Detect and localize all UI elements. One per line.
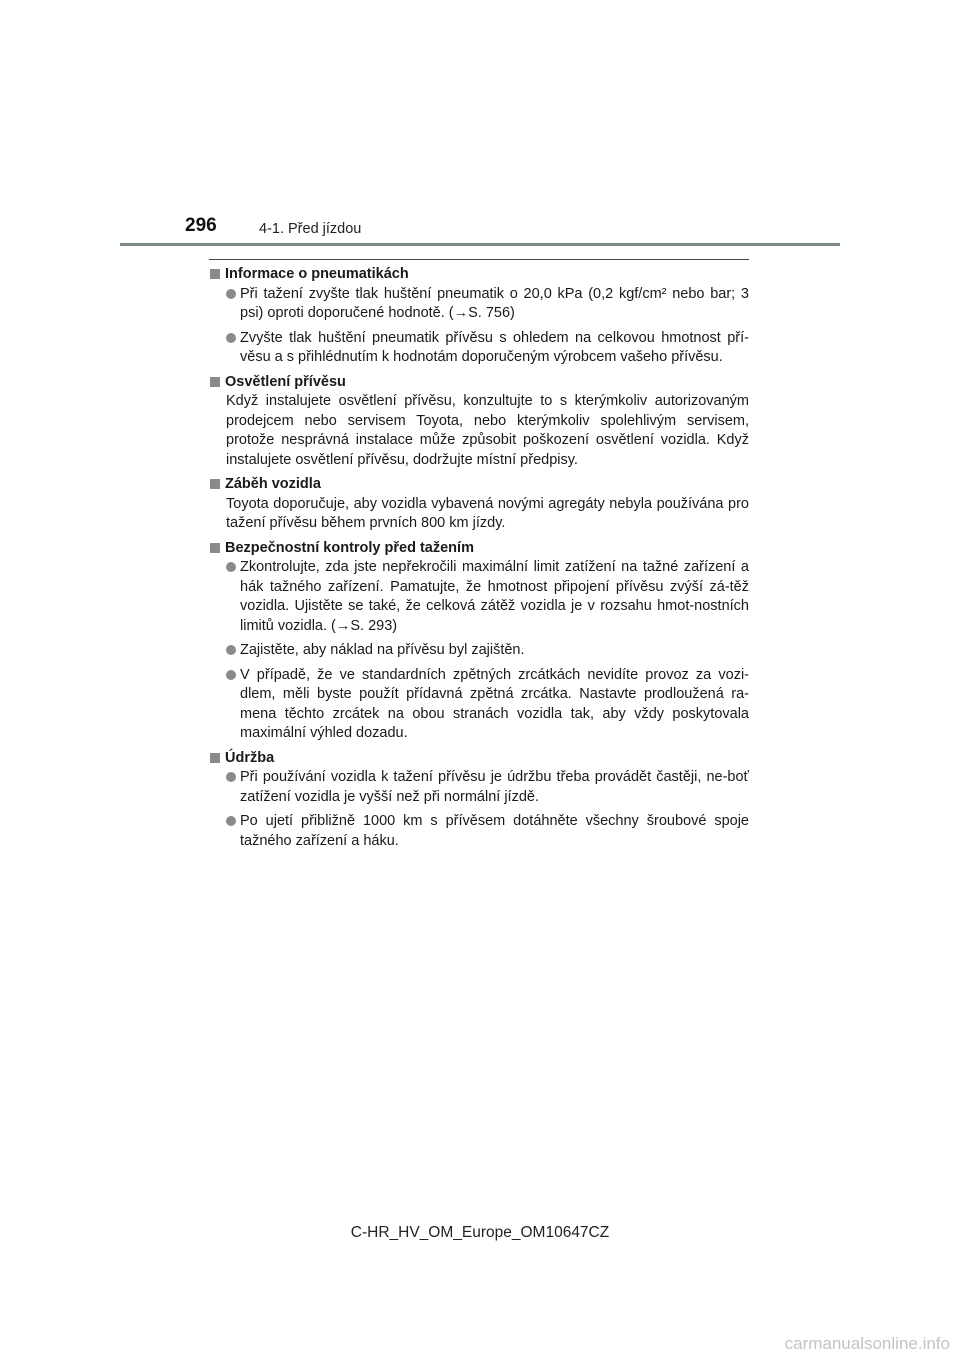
round-bullet-icon (226, 289, 236, 299)
round-bullet-icon (226, 333, 236, 343)
bullet-item (226, 329, 749, 368)
section-block (210, 539, 749, 744)
round-bullet-icon (226, 772, 236, 782)
watermark: carmanualsonline.info (784, 1334, 950, 1353)
round-bullet-icon (226, 816, 236, 826)
bullet-text: V případě, že ve standardních zpětných zrcátkách nevidíte provoz za vozi-dlem, měli byste použít přídavná zpětná zrcátka. Nastavte prodloužená ra-mena těchto zrcátek na obou stranách vozidla tak, aby vždy poskytovala maximální výhled dozadu. (240, 666, 749, 741)
round-bullet-icon (226, 645, 236, 655)
square-bullet-icon (210, 479, 220, 489)
section-heading (210, 373, 749, 393)
section-block (210, 373, 749, 471)
section-block (210, 749, 749, 852)
bullet-text: Zajistěte, aby náklad na přívěsu byl zajištěn. (240, 642, 525, 658)
section-heading (210, 475, 749, 495)
bullet-text: Při tažení zvyšte tlak huštění pneumatik o 20,0 kPa (0,2 kgf/cm² nebo bar; 3 psi) oproti doporučené hodnotě. (→S. 756) (240, 285, 749, 321)
bullet-item (226, 768, 749, 807)
section-title: 4-1. Před jízdou (259, 221, 362, 237)
section-heading-text: Záběh vozidla (225, 476, 321, 492)
content-divider (209, 259, 749, 260)
bullet-item (226, 558, 749, 636)
section-heading (210, 265, 749, 285)
round-bullet-icon (226, 670, 236, 680)
section-block (210, 265, 749, 368)
section-heading-text: Údržba (225, 749, 275, 766)
square-bullet-icon (210, 269, 220, 279)
bullet-item (226, 666, 749, 744)
section-heading-text: Osvětlení přívěsu (225, 373, 346, 390)
section-heading (210, 539, 749, 559)
section-heading-text: Bezpečnostní kontroly před tažením (225, 539, 474, 556)
square-bullet-icon (210, 543, 220, 553)
section-heading-text: Informace o pneumatikách (225, 266, 409, 282)
page-content (210, 265, 749, 856)
bullet-text: Zvyšte tlak huštění pneumatik přívěsu s ohledem na celkovou hmotnost pří-věsu a s přihlédnutím k hodnotám doporučeným výrobcem vašeho přívěsu. (240, 329, 749, 365)
section-paragraph: Když instalujete osvětlení přívěsu, konzultujte to s kterýmkoliv autorizovaným prodejcem nebo servisem Toyota, nebo kterýmkoliv spolehlivým servisem, protože nesprávná instalace může způsobit poškození osvětlení vozidla. Když instalujete osvětlení přívěsu, dodržujte místní předpisy. (226, 393, 749, 468)
bullet-text: Při používání vozidla k tažení přívěsu je údržbu třeba provádět častěji, ne-boť zatížení vozidla je vyšší než při normální jízdě. (240, 769, 749, 805)
square-bullet-icon (210, 377, 220, 387)
bullet-item (226, 641, 749, 661)
bullet-item (226, 285, 749, 324)
bullet-text: Po ujetí přibližně 1000 km s přívěsem dotáhněte všechny šroubové spoje tažného zařízení a háku. (240, 813, 749, 849)
section-block (210, 475, 749, 534)
section-paragraph: Toyota doporučuje, aby vozidla vybavená novými agregáty nebyla používána pro tažení přívěsu během prvních 800 km jízdy. (226, 495, 749, 531)
page-number: 296 (185, 215, 217, 236)
round-bullet-icon (226, 562, 236, 572)
square-bullet-icon (210, 753, 220, 763)
section-heading (210, 749, 749, 769)
document-code: C-HR_HV_OM_Europe_OM10647CZ (350, 1224, 610, 1241)
bullet-text: Zkontrolujte, zda jste nepřekročili maximální limit zatížení na tažné zařízení a hák tažného zařízení. Pamatujte, že hmotnost připojení přívěsu zvýší zá-těž vozidla. Ujistěte se také, že celková zátěž vozidla je v rozsahu hmot-nostních limitů vozidla. (→S. 293) (240, 559, 749, 634)
bullet-item (226, 812, 749, 851)
header-divider (120, 243, 840, 246)
